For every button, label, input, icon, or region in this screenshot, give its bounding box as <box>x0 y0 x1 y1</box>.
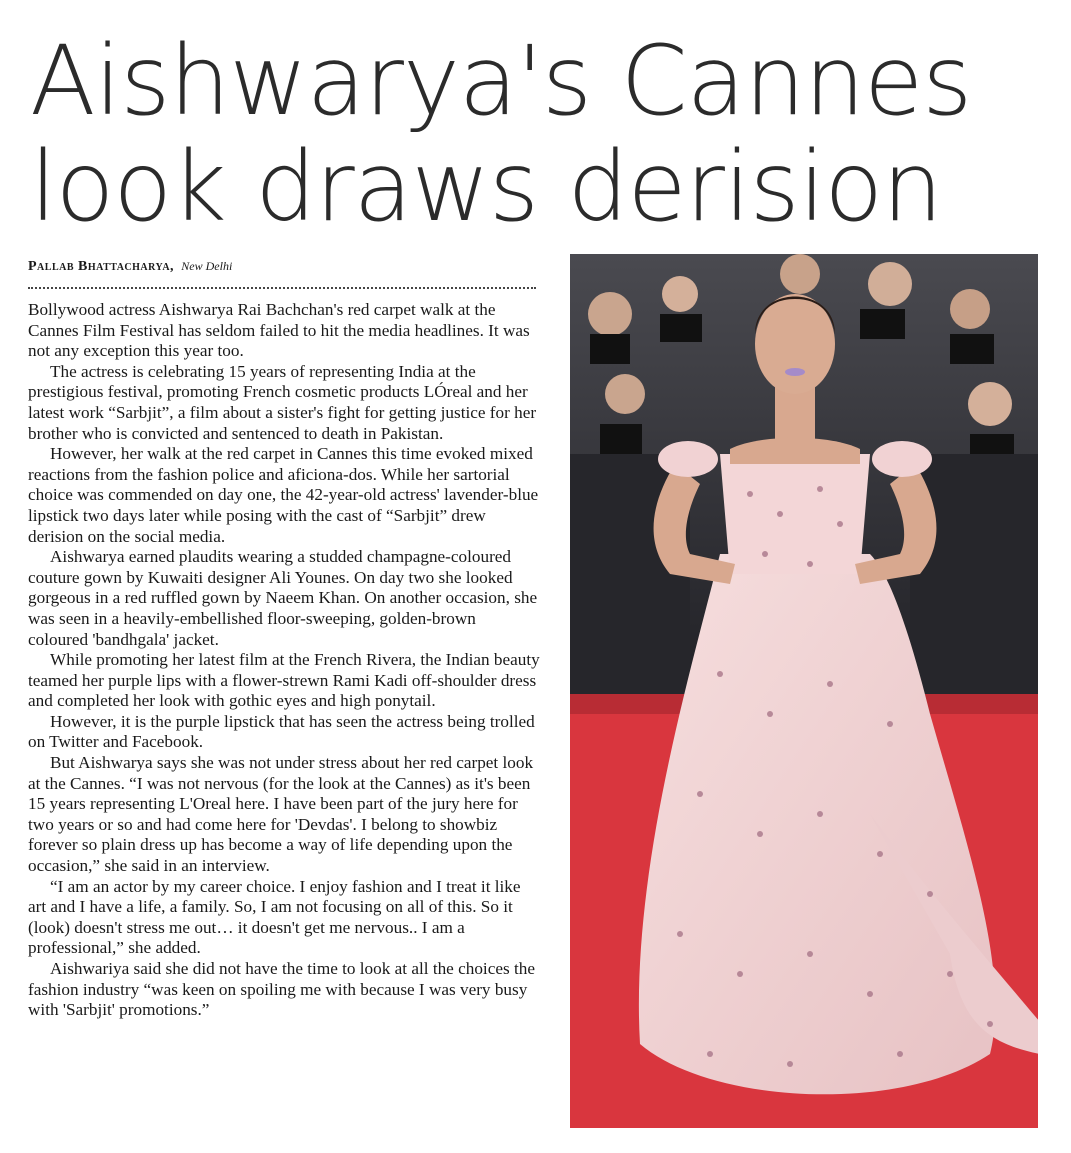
article-paragraph: However, her walk at the red carpet in Cannes this time evoked mixed reactions from the fashion police and aficiona-dos. While her sartorial choice was commended on day one, the 42-year-old actress' lavender-blue lipstick two days later while posing with the cast of “Sarbjit” drew derision on the social media. <box>28 444 539 546</box>
red-carpet-photo <box>570 254 1038 1128</box>
byline-author: Pallab Bhattacharya, <box>28 259 175 274</box>
article-paragraph: However, it is the purple lipstick that has seen the actress being trolled on Twitter and Facebook. <box>28 711 535 752</box>
headline <box>30 25 1030 243</box>
article-paragraph: Aishwarya earned plaudits wearing a studded champagne-coloured couture gown by Kuwaiti designer Ali Younes. On day two she looked gorgeous in a red ruffled gown by Naeem Khan. On another occasion, she was seen in a heavily-embellished floor-sweeping, golden-brown coloured 'bandhgala' jacket. <box>28 547 538 649</box>
article-paragraph: “I am an actor by my career choice. I enjoy fashion and I treat it like art and I have a life, a family. So, I am not focusing on all of this. So it (look) doesn't stress me out… it doesn't get me nervous.. I am a professional,” she added. <box>28 876 521 958</box>
byline-divider <box>28 287 536 289</box>
article-paragraph: The actress is celebrating 15 years of representing India at the prestigious festival, promoting French cosmetic products LÓreal and her latest work “Sarbjit”, a film about a sister's fight for getting justice for her brother who is convicted and sentenced to death in Pakistan. <box>28 361 537 443</box>
headline-line-1: Aishwarya's Cannes <box>30 25 972 137</box>
article-photo <box>570 254 1038 1128</box>
byline <box>28 258 536 275</box>
article-paragraph: But Aishwarya says she was not under stress about her red carpet look at the Cannes. “I was not nervous (for the look at the Cannes) as it's been 15 years representing L'Oreal here. I have been part of the jury here for two years or so and had come here for 'Devdas'. I belong to showbiz forever so plain dress up has become a way of life depending upon the occasion,” she said in an interview. <box>28 753 534 876</box>
article-body <box>28 300 540 1021</box>
article-paragraph: Aishwariya said she did not have the time to look at all the choices the fashion industry “was keen on spoiling me with because I was very busy with 'Sarbjit' promotions.” <box>28 959 535 1020</box>
byline-place: New Delhi <box>181 259 233 273</box>
article-paragraph: Bollywood actress Aishwarya Rai Bachchan's red carpet walk at the Cannes Film Festival has seldom failed to hit the media headlines. It was not any exception this year too. <box>28 300 530 361</box>
article-paragraph: While promoting her latest film at the French Rivera, the Indian beauty teamed her purple lips with a flower-strewn Rami Kadi off-shoulder dress and completed her look with gothic eyes and high ponytail. <box>28 650 540 711</box>
lavender-lips <box>785 368 805 376</box>
face <box>755 294 835 394</box>
headline-line-2: look draws derision <box>30 131 942 243</box>
